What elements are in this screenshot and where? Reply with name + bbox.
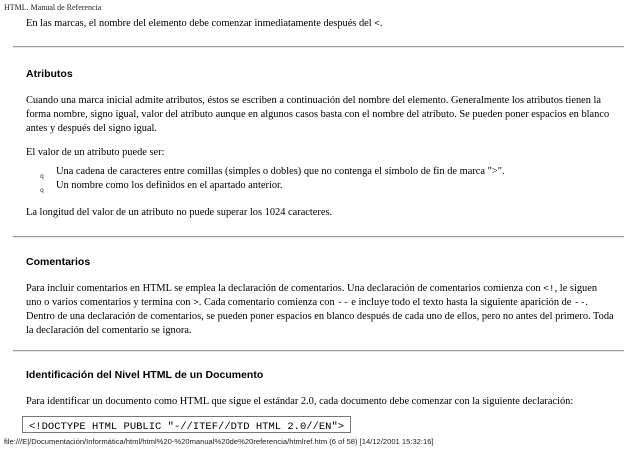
atributos-paragraph-3: La longitud del valor de un atributo no puede superar los 1024 caracteres.: [26, 207, 333, 218]
list-item-text: Una cadena de caracteres entre comillas (simples o dobles) que no contenga el símbolo de fin de marca ">".: [56, 166, 505, 177]
comentarios-text: . Cada comentario comienza con: [198, 297, 338, 308]
atributos-paragraph-1: Cuando una marca inicial admite atributos, éstos se escriben a continuación del nombre del elemento. Generalmente los atributos tienen la forma nombre, signo igual, valor del atributo aunque en algunos casos basta con el nombre del atributo. Se pueden poner espacios en blanco antes y después del signo igual.: [26, 95, 610, 134]
comentarios-text: . Dentro de una declaración de comentarios, se pueden poner espacios en blanco después de cada uno de ellos, pero no antes del primero. Toda la declaración del comentario se ignora.: [26, 297, 614, 336]
identificacion-body: [26, 395, 614, 409]
page-footer-url: file:///E|/Documentación/Informática/html/html%20-%20manual%20de%20referencia/htmlref.htm (6 of 58) [14/12/2001 15:32:16]: [4, 437, 434, 446]
intro-paragraph: [26, 17, 614, 31]
atributos-valor-intro: [26, 146, 614, 160]
comentarios-section: [26, 256, 614, 269]
page-header-title: HTML. Manual de Referencia: [4, 3, 102, 12]
comentarios-code-open: <!: [543, 283, 555, 294]
comentarios-code-close: >: [193, 297, 199, 308]
section-divider: [13, 46, 624, 48]
bullet-icon: q: [40, 173, 44, 180]
intro-text-end: .: [379, 18, 383, 29]
doctype-code-block: <!DOCTYPE HTML PUBLIC "-//ITEF//DTD HTML 2.0//EN">: [22, 416, 351, 433]
atributos-body: [26, 94, 614, 136]
comentarios-body: [26, 282, 614, 338]
intro-text: En las marcas, el nombre del elemento debe comenzar inmediatamente después del: [26, 18, 375, 29]
atributos-section: [26, 68, 614, 81]
bullet-icon: q: [40, 187, 44, 194]
list-item: [26, 179, 614, 193]
atributos-list: [26, 165, 614, 193]
atributos-longitud: [26, 206, 614, 220]
atributos-paragraph-2: El valor de un atributo puede ser:: [26, 147, 165, 158]
section-divider: [13, 350, 624, 352]
comentarios-text: Para incluir comentarios en HTML se emplea la declaración de comentarios. Una declaración de comentarios comienza con: [26, 283, 544, 294]
comentarios-paragraph: [26, 282, 614, 338]
comentarios-text: , le siguen uno o varios comentarios y termina con: [26, 283, 598, 308]
identificacion-heading: Identificación del Nivel HTML de un Documento: [26, 369, 264, 381]
atributos-heading: Atributos: [26, 68, 73, 80]
comentarios-code-dashes: --: [574, 297, 586, 308]
comentarios-text: e incluye todo el texto hasta la siguiente aparición de: [348, 297, 575, 308]
comentarios-code-dashes: --: [337, 297, 349, 308]
list-item-text: Un nombre como los definidos en el apartado anterior.: [56, 180, 283, 191]
identificacion-section: [26, 369, 614, 382]
identificacion-paragraph: Para identificar un documento como HTML que sigue el estándar 2.0, cada documento debe comenzar con la siguiente declaración:: [26, 396, 574, 407]
list-item: [26, 165, 614, 179]
intro-code: <: [374, 18, 380, 29]
comentarios-heading: Comentarios: [26, 256, 91, 268]
section-divider: [13, 236, 624, 238]
